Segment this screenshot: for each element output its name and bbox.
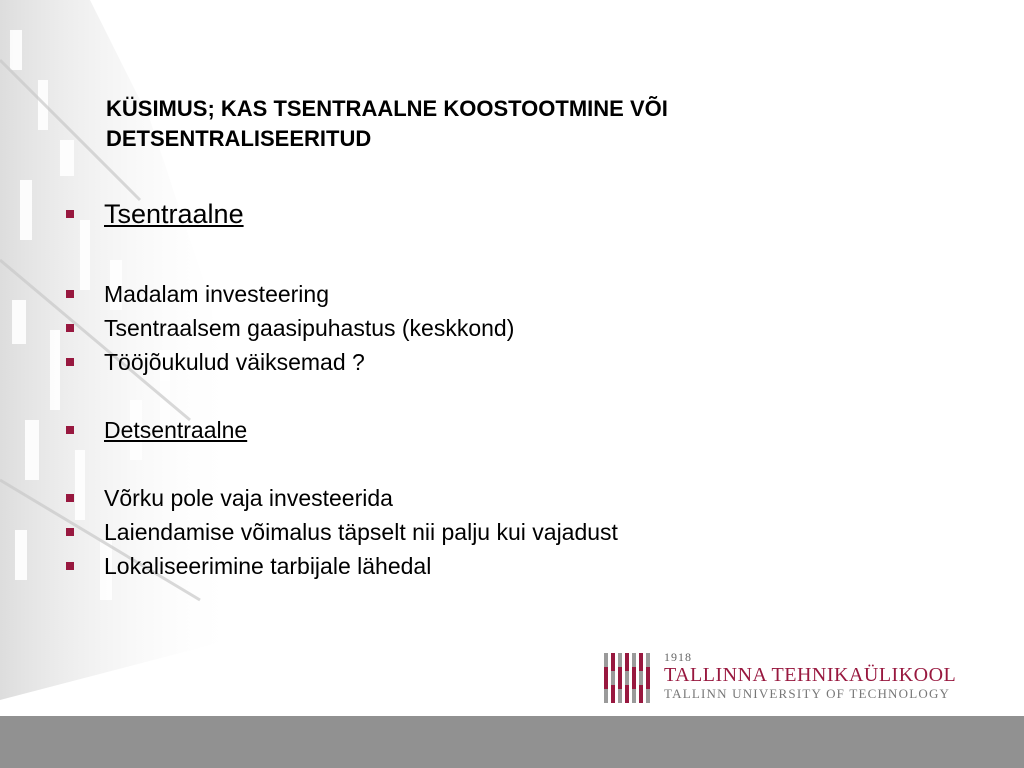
bullet-text: Madalam investeering [104, 281, 330, 307]
logo-name: TALLINNA TEHNIKAÜLIKOOL [664, 664, 957, 686]
bullet-square-icon [66, 210, 74, 218]
list-item [66, 348, 365, 376]
bullet-text: Lokaliseerimine tarbijale lähedal [104, 553, 432, 579]
bullet-text: Laiendamise võimalus täpselt nii palju kui vajadust [104, 519, 618, 545]
bullet-square-icon [66, 426, 74, 434]
logo-text-block [664, 650, 956, 702]
logo-subtitle: TALLINN UNIVERSITY OF TECHNOLOGY [664, 686, 951, 701]
bullet-text: Tsentraalne [104, 199, 244, 229]
bullet-square-icon [66, 358, 74, 366]
bullet-square-icon [66, 494, 74, 502]
logo-year: 1918 [664, 650, 692, 664]
list-item [66, 484, 393, 512]
footer-bar [0, 716, 1024, 768]
list-item [66, 280, 329, 308]
list-item [66, 518, 618, 546]
bullet-square-icon [66, 528, 74, 536]
slide-title: KÜSIMUS; KAS TSENTRAALNE KOOSTOOTMINE VÕI DETSENTRALISEERITUD [106, 96, 668, 151]
bullet-square-icon [66, 562, 74, 570]
columns-logo-icon [604, 653, 654, 703]
section-heading-central [66, 200, 244, 228]
list-item [66, 314, 514, 342]
bullet-text: Tööjõukulud väiksemad ? [104, 349, 365, 375]
bullet-text: Detsentraalne [104, 417, 248, 443]
section-heading-decentral [66, 416, 247, 444]
bullet-square-icon [66, 324, 74, 332]
bullet-text: Tsentraalsem gaasipuhastus (keskkond) [104, 315, 515, 341]
bullet-square-icon [66, 290, 74, 298]
list-item [66, 552, 431, 580]
university-logo [604, 650, 956, 706]
bullet-text: Võrku pole vaja investeerida [104, 485, 393, 511]
